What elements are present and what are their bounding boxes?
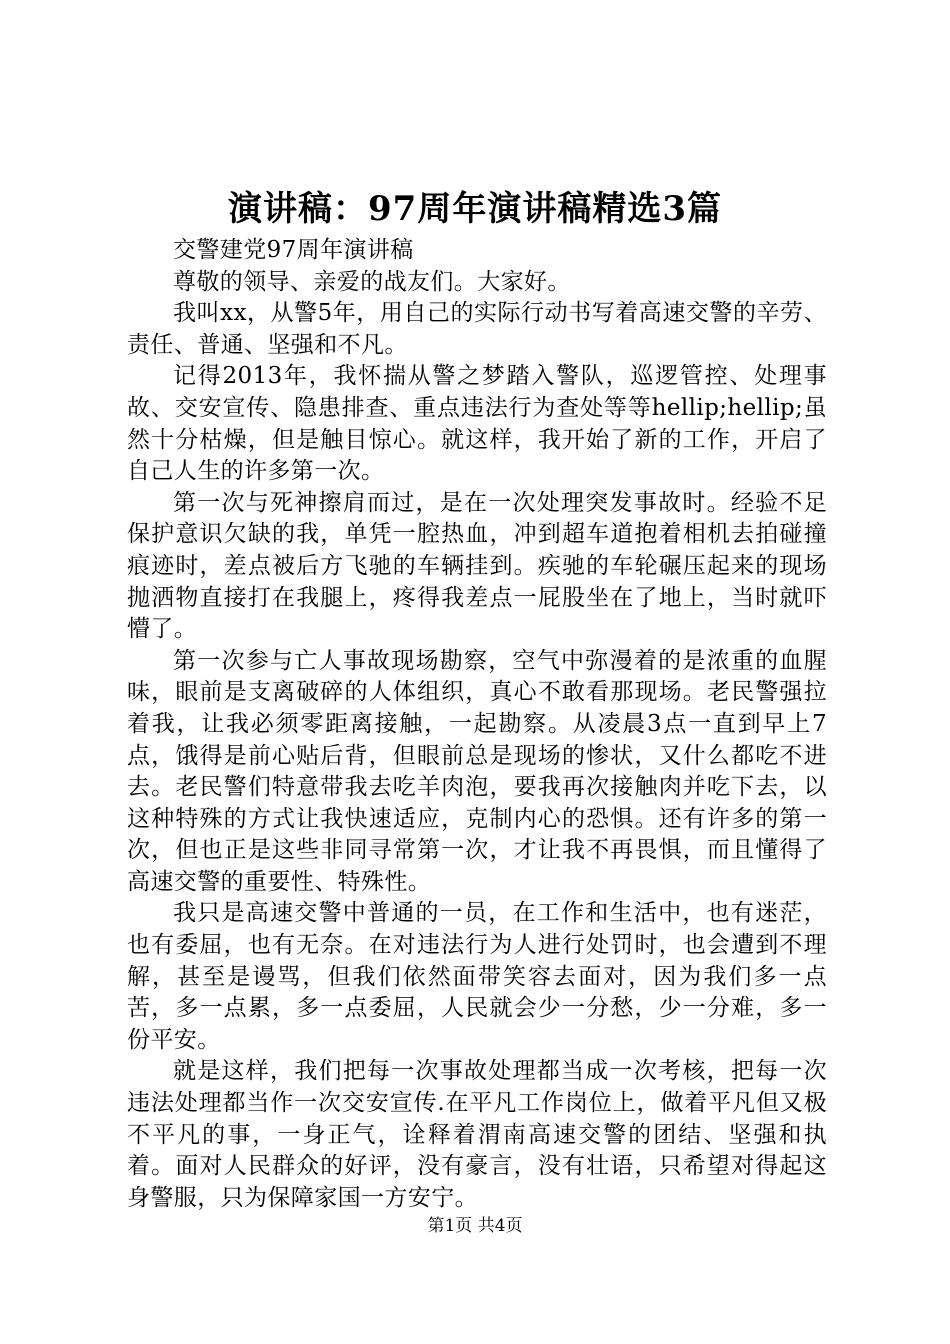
- paragraph-joining-force: 记得2013年，我怀揣从警之梦踏入警队，巡逻管控、处理事故、交安宣传、隐患排查、重点违法行为查处等等hellip;hellip;虽然十分枯燥，但是触目惊心。就这样，我开始了新的工作，开启了自己人生的许多第一次。: [127, 363, 827, 485]
- page-number-footer: 第1页 共4页: [427, 1216, 523, 1236]
- paragraph-speech-heading: 交警建党97周年演讲稿: [173, 237, 414, 263]
- paragraph-introduction: 我叫xx，从警5年，用自己的实际行动书写着高速交警的辛劳、责任、普通、坚强和不凡。: [127, 300, 827, 358]
- paragraph-first-fatal-scene: 第一次参与亡人事故现场勘察，空气中弥漫着的是浓重的血腥味，眼前是支离破碎的人体组织，真心不敢看那现场。老民警强拉着我，让我必须零距离接触，一起勘察。从凌晨3点一直到早上7点，饿得是前心贴后背，但眼前总是现场的惨状，又什么都吃不进去。老民警们特意带我去吃羊肉泡，要我再次接触肉并吃下去，以这种特殊的方式让我快速适应，克制内心的恐惧。还有许多的第一次，但也正是这些非同寻常第一次，才让我不再畏惧，而且懂得了高速交警的重要性、特殊性。: [127, 647, 827, 895]
- paragraph-conclusion: 就是这样，我们把每一次事故处理都当成一次考核，把每一次违法处理都当作一次交安宣传.在平凡工作岗位上，做着平凡但又极不平凡的事，一身正气，诠释着渭南高速交警的团结、坚强和执着。面对人民群众的好评，没有豪言，没有壮语，只希望对得起这身警服，只为保障家国一方安宁。: [127, 1058, 827, 1211]
- document-body: [127, 235, 827, 1214]
- paragraph-first-danger: 第一次与死神擦肩而过，是在一次处理突发事故时。经验不足保护意识欠缺的我，单凭一腔热血，冲到超车道抱着相机去拍碰撞痕迹时，差点被后方飞驰的车辆挂到。疾驰的车轮碾压起来的现场抛洒物直接打在我腿上，疼得我差点一屁股坐在了地上，当时就吓懵了。: [127, 489, 827, 643]
- paragraph-greeting: 尊敬的领导、亲爱的战友们。大家好。: [173, 268, 571, 295]
- paragraph-ordinary-member: 我只是高速交警中普通的一员，在工作和生活中，也有迷茫，也有委屈，也有无奈。在对违法行为人进行处罚时，也会遭到不理解，甚至是谩骂，但我们依然面带笑容去面对，因为我们多一点苦，多一点累，多一点委屈，人民就会少一分愁，少一分难，多一份平安。: [127, 900, 827, 1053]
- document-title: 演讲稿：97周年演讲稿精选3篇: [228, 189, 722, 229]
